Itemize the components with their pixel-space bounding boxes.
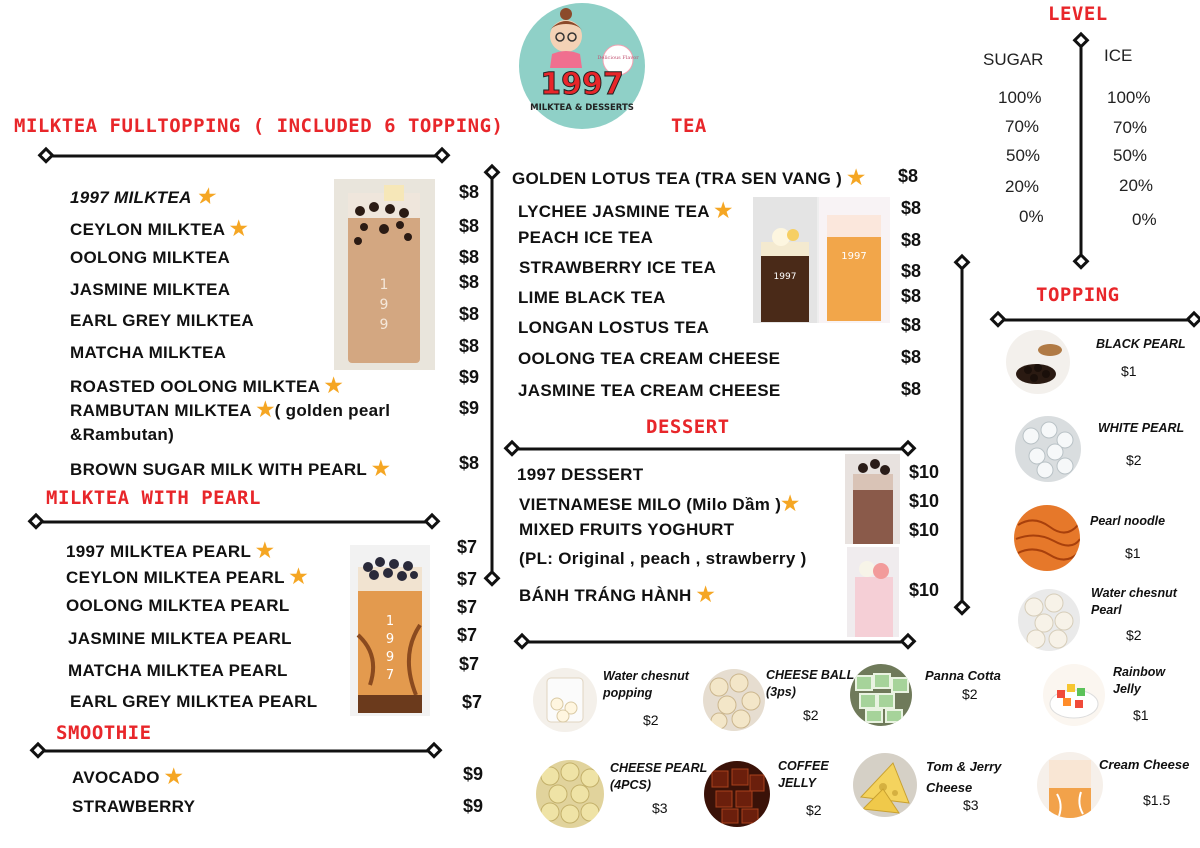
star-icon: ★	[256, 399, 275, 421]
topping-price: $1.5	[1143, 792, 1171, 808]
menu-item: MATCHA MILKTEA PEARL	[68, 661, 288, 680]
logo-tagline: MILKTEA & DESSERTS	[530, 103, 634, 113]
coffee-jelly-image	[704, 761, 770, 827]
price: $8	[901, 261, 922, 281]
sugar-level: 70%	[1005, 117, 1040, 136]
menu-item: OOLONG MILKTEA	[70, 248, 231, 267]
star-icon: ★	[714, 200, 733, 222]
topping-name: Water chesnut popping	[603, 669, 689, 700]
menu-item: GOLDEN LOTUS TEA (TRA SEN VANG ) ★	[512, 167, 866, 189]
black-pearl-image	[1006, 330, 1070, 394]
ice-level: 20%	[1119, 176, 1154, 195]
svg-text:1997: 1997	[841, 251, 867, 262]
menu-item: JASMINE MILKTEA	[70, 280, 231, 299]
ice-level: 50%	[1113, 146, 1148, 165]
svg-text:9: 9	[379, 317, 389, 333]
menu-item: 1997 MILKTEA PEARL ★	[66, 540, 275, 562]
topping-name: Tom & Jerry Cheese	[926, 759, 1002, 795]
topping-price: $2	[643, 712, 659, 728]
dessert-photo-1	[845, 454, 900, 544]
menu-item: BÁNH TRÁNG HÀNH ★	[519, 584, 715, 606]
menu-item: AVOCADO ★	[72, 766, 183, 788]
menu-item: MIXED FRUITS YOGHURT	[519, 520, 735, 539]
topping-price: $1	[1121, 363, 1137, 379]
star-icon: ★	[324, 375, 343, 397]
price: $8	[901, 286, 922, 306]
star-icon: ★	[781, 493, 800, 515]
topping-name: Panna Cotta	[925, 668, 1001, 683]
topping-name: CHEESE BALL (3ps)	[766, 668, 855, 699]
price: $8	[901, 230, 922, 250]
logo-number: 1997	[540, 67, 624, 102]
tom-jerry-cheese-image	[853, 753, 917, 817]
topping-price: $3	[963, 797, 979, 813]
cheese-pearl-image	[536, 760, 604, 828]
menu-item: MATCHA MILKTEA	[70, 343, 227, 362]
star-icon: ★	[196, 186, 215, 208]
ice-level: 70%	[1113, 118, 1148, 137]
svg-text:7: 7	[385, 668, 395, 683]
star-icon: ★	[847, 167, 866, 189]
price: $9	[463, 796, 484, 816]
heading-topping: TOPPING	[1036, 284, 1120, 306]
white-pearl-image	[1015, 416, 1081, 482]
menu-item: JASMINE TEA CREAM CHEESE	[518, 381, 781, 400]
price: $8	[459, 182, 480, 202]
price: $9	[463, 764, 484, 784]
panna-cotta-image	[850, 664, 912, 726]
topping-name: COFFEE JELLY	[778, 759, 829, 790]
svg-text:1: 1	[385, 614, 395, 629]
sugar-level: 100%	[998, 88, 1042, 107]
price: $7	[457, 569, 478, 589]
pearl-noodle-image	[1014, 505, 1080, 571]
price: $8	[901, 347, 922, 367]
tea-photo	[753, 197, 890, 323]
price: $7	[457, 537, 478, 557]
price: $7	[457, 597, 478, 617]
topping-name: WHITE PEARL	[1098, 421, 1185, 435]
topping-price: $3	[652, 800, 668, 816]
svg-text:1: 1	[379, 277, 389, 293]
menu-item: STRAWBERRY	[72, 797, 196, 816]
sugar-level: 0%	[1019, 207, 1044, 226]
svg-text:1997: 1997	[773, 272, 797, 282]
milktea-photo	[334, 179, 435, 370]
ice-level: 100%	[1107, 88, 1151, 107]
price: $8	[459, 453, 480, 473]
menu-item: BROWN SUGAR MILK WITH PEARL ★	[70, 458, 391, 480]
rainbow-jelly-image	[1043, 664, 1105, 726]
svg-text:9: 9	[385, 632, 395, 647]
price: $10	[909, 580, 940, 600]
price: $9	[459, 367, 480, 387]
sugar-label: SUGAR	[983, 50, 1044, 69]
topping-name: Rainbow Jelly	[1113, 665, 1166, 696]
menu-item: 1997 MILKTEA ★	[70, 186, 215, 208]
heading-smoothie: SMOOTHIE	[56, 722, 152, 744]
star-icon: ★	[164, 766, 183, 788]
menu-item: LONGAN LOSTUS TEA	[518, 318, 710, 337]
price: $8	[901, 315, 922, 335]
menu-item: RAMBUTAN MILKTEA ★( golden pearl	[70, 399, 391, 421]
svg-text:9: 9	[385, 650, 395, 665]
menu-item: EARL GREY MILKTEA PEARL	[70, 692, 318, 711]
menu-item: EARL GREY MILKTEA	[70, 311, 254, 330]
menu-item-note: &Rambutan)	[70, 425, 175, 444]
price: $8	[459, 216, 480, 236]
heading-fulltopping: MILKTEA FULLTOPPING ( INCLUDED 6 TOPPING)	[14, 115, 504, 137]
price: $8	[901, 198, 922, 218]
menu-item: LYCHEE JASMINE TEA ★	[518, 200, 733, 222]
menu-item: CEYLON MILKTEA ★	[70, 218, 248, 240]
menu-item: ROASTED OOLONG MILKTEA ★	[70, 375, 343, 397]
menu-item: VIETNAMESE MILO (Milo Dầm )★	[519, 493, 800, 515]
price: $9	[459, 398, 480, 418]
menu-item-note: (PL: Original , peach , strawberry )	[519, 549, 807, 568]
heading-dessert: DESSERT	[646, 416, 730, 438]
water-chestnut-popping-image	[533, 668, 597, 732]
star-icon: ★	[289, 566, 308, 588]
price: $8	[459, 272, 480, 292]
sugar-level: 20%	[1005, 177, 1040, 196]
menu-item: STRAWBERRY ICE TEA	[519, 258, 717, 277]
price: $7	[462, 692, 483, 712]
logo-badge: Delicious Flavor	[597, 55, 639, 61]
topping-price: $1	[1133, 707, 1149, 723]
menu-item: OOLONG MILKTEA PEARL	[66, 596, 290, 615]
menu-item: 1997 DESSERT	[517, 465, 644, 484]
menu-item: OOLONG TEA CREAM CHEESE	[518, 349, 781, 368]
menu-item: CEYLON MILKTEA PEARL ★	[66, 566, 308, 588]
ice-label: ICE	[1104, 46, 1133, 65]
topping-price: $2	[1126, 627, 1142, 643]
menu-item: JASMINE MILKTEA PEARL	[68, 629, 292, 648]
topping-price: $2	[803, 707, 819, 723]
price: $10	[909, 462, 940, 482]
price: $8	[459, 304, 480, 324]
topping-price: $2	[962, 686, 978, 702]
topping-name: Cream Cheese	[1099, 757, 1190, 772]
topping-price: $2	[806, 802, 822, 818]
price: $8	[459, 247, 480, 267]
price: $10	[909, 520, 940, 540]
price: $7	[457, 625, 478, 645]
ice-level: 0%	[1132, 210, 1157, 229]
price: $10	[909, 491, 940, 511]
menu-item: PEACH ICE TEA	[518, 228, 654, 247]
star-icon: ★	[255, 540, 275, 562]
star-icon: ★	[696, 584, 715, 606]
price: $8	[901, 379, 922, 399]
price: $8	[898, 166, 919, 186]
cream-cheese-image	[1037, 752, 1103, 818]
star-icon: ★	[229, 218, 248, 240]
topping-price: $2	[1126, 452, 1142, 468]
topping-price: $1	[1125, 545, 1141, 561]
svg-text:9: 9	[379, 297, 389, 313]
topping-name: Water chesnut Pearl	[1091, 586, 1177, 617]
heading-tea: TEA	[671, 115, 707, 137]
sugar-level: 50%	[1006, 146, 1041, 165]
water-chestnut-pearl-image	[1018, 589, 1080, 651]
price: $8	[459, 336, 480, 356]
topping-name: Pearl noodle	[1090, 514, 1166, 528]
cheese-ball-image	[703, 669, 765, 731]
menu-item: LIME BLACK TEA	[518, 288, 666, 307]
topping-name: BLACK PEARL	[1096, 337, 1186, 351]
heading-level: LEVEL	[1048, 3, 1108, 25]
price: $7	[459, 654, 480, 674]
topping-name: CHEESE PEARL (4PCS)	[610, 761, 708, 792]
heading-pearl: MILKTEA WITH PEARL	[46, 487, 261, 509]
star-icon: ★	[371, 458, 391, 480]
pearl-milktea-photo	[350, 545, 430, 716]
dessert-photo-2	[847, 547, 899, 637]
